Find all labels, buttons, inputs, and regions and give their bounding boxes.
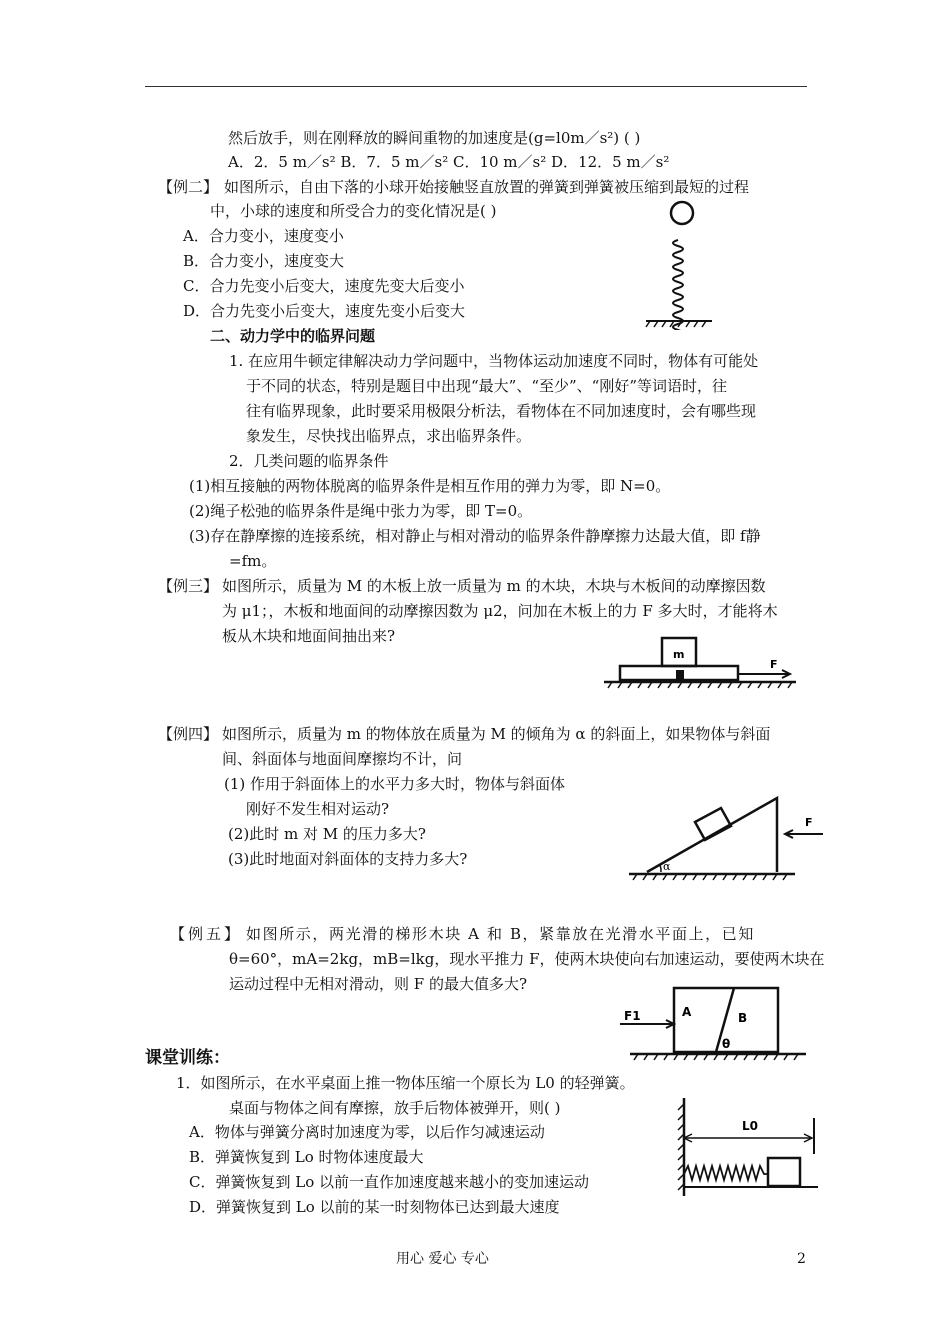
example-label: 【例二】 [158, 178, 219, 196]
option-d: D．合力先变小后变大，速度先变小后变大 [183, 302, 466, 320]
example-text: 运动过程中无相对滑动，则 F 的最大值多大? [229, 975, 527, 993]
force-label: F [770, 658, 778, 671]
paragraph-line: 于不同的状态，特别是题目中出现“最大”、“至少”、“刚好”等词语时，往 [246, 377, 728, 395]
example-text: 中，小球的速度和所受合力的变化情况是( ) [210, 202, 497, 220]
question-continuation: 然后放手，则在刚释放的瞬间重物的加速度是(g=l0m／s²) ( ) [228, 129, 641, 147]
question-item: (1) 作用于斜面体上的水平力多大时，物体与斜面体 [224, 775, 566, 793]
spring-ball-figure [640, 195, 720, 330]
option-a: A．物体与弹簧分离时加速度为零，以后作匀减速运动 [189, 1123, 545, 1141]
example-text: 如图所示，质量为 m 的物体放在质量为 M 的倾角为 α 的斜面上，如果物体与斜面 [222, 725, 771, 743]
question-text: 1．如图所示，在水平桌面上推一物体压缩一个原长为 L0 的轻弹簧。 [176, 1074, 635, 1092]
example-label: 【例五】 [170, 925, 243, 943]
example-label: 【例三】 [158, 577, 219, 595]
question-item: 刚好不发生相对运动? [246, 800, 390, 818]
trapezoid-blocks-figure [618, 982, 810, 1062]
example-text: θ=60°，mA=2kg，mB=lkg，现水平推力 F，使两木块使向右加速运动，要使两木块在 [229, 950, 825, 968]
block-label: m [673, 648, 685, 661]
question-item: (3)此时地面对斜面体的支持力多大? [228, 850, 468, 868]
option-c: C．合力先变小后变大，速度先变大后变小 [183, 277, 465, 295]
condition-item: (1)相互接触的两物体脱离的临界条件是相互作用的弹力为零，即 N=0。 [189, 477, 671, 495]
question-item: (2)此时 m 对 M 的压力多大? [228, 825, 426, 843]
paragraph-line: 往有临界现象，此时要采用极限分析法，看物体在不同加速度时，会有哪些现 [246, 402, 757, 420]
wall-spring-block-figure [672, 1090, 822, 1202]
condition-item: (3)存在静摩擦的连接系统，相对静止与相对滑动的临界条件静摩擦力达最大值，即 f静 [189, 527, 761, 545]
option-d: D．弹簧恢复到 Lo 以前的某一时刻物体已达到最大速度 [189, 1198, 560, 1216]
example-text: 间、斜面体与地面间摩擦均不计，问 [222, 750, 463, 768]
page-number: 2 [797, 1251, 806, 1267]
force-label: F1 [624, 1009, 641, 1023]
example-text: 板从木块和地面间抽出来? [222, 627, 396, 645]
incline-figure [625, 792, 825, 884]
example-label: 【例四】 [158, 725, 219, 743]
option-b: B．弹簧恢复到 Lo 时物体速度最大 [189, 1148, 424, 1166]
paragraph-line: 1. 在应用牛顿定律解决动力学问题中，当物体运动加速度不同时，物体有可能处 [229, 352, 759, 370]
question-options: A．2．5 m／s² B．7．5 m／s² C．10 m／s² D．12．5 m／s² [228, 153, 670, 171]
block-a-label: A [682, 1005, 692, 1019]
length-label: L0 [742, 1119, 758, 1133]
option-c: C．弹簧恢复到 Lo 以前一直作加速度越来越小的变加速运动 [189, 1173, 590, 1191]
paragraph-line: 2．几类问题的临界条件 [229, 452, 389, 470]
paragraph-line: 象发生，尽快找出临界点，求出临界条件。 [246, 427, 532, 445]
example-text: 为 μ1；，木板和地面间的动摩擦因数为 μ2，问加在木板上的力 F 多大时，才能将木 [222, 602, 778, 620]
example-text: 如图所示，自由下落的小球开始接触竖直放置的弹簧到弹簧被压缩到最短的过程 [224, 178, 750, 196]
angle-label: θ [722, 1037, 731, 1051]
header-rule [145, 86, 807, 87]
question-text: 桌面与物体之间有摩擦，放手后物体被弹开，则( ) [229, 1099, 561, 1117]
condition-item: (2)绳子松弛的临界条件是绳中张力为零，即 T=0。 [189, 502, 533, 520]
training-heading: 课堂训练： [145, 1048, 230, 1068]
board-block-figure [600, 632, 800, 694]
block-b-label: B [738, 1011, 748, 1025]
page-footer: 用心 爱心 专心 [396, 1251, 489, 1267]
section-heading: 二、动力学中的临界问题 [210, 327, 376, 345]
force-label: F [805, 816, 813, 829]
condition-item: =fm。 [229, 552, 277, 570]
option-b: B．合力变小，速度变大 [183, 252, 345, 270]
angle-label: α [663, 860, 671, 873]
option-a: A．合力变小，速度变小 [183, 227, 344, 245]
example-text: 如图所示，两光滑的梯形木块 A 和 B，紧靠放在光滑水平面上，已知 [246, 925, 755, 943]
example-text: 如图所示，质量为 M 的木板上放一质量为 m 的木块，木块与木板间的动摩擦因数 [222, 577, 766, 595]
